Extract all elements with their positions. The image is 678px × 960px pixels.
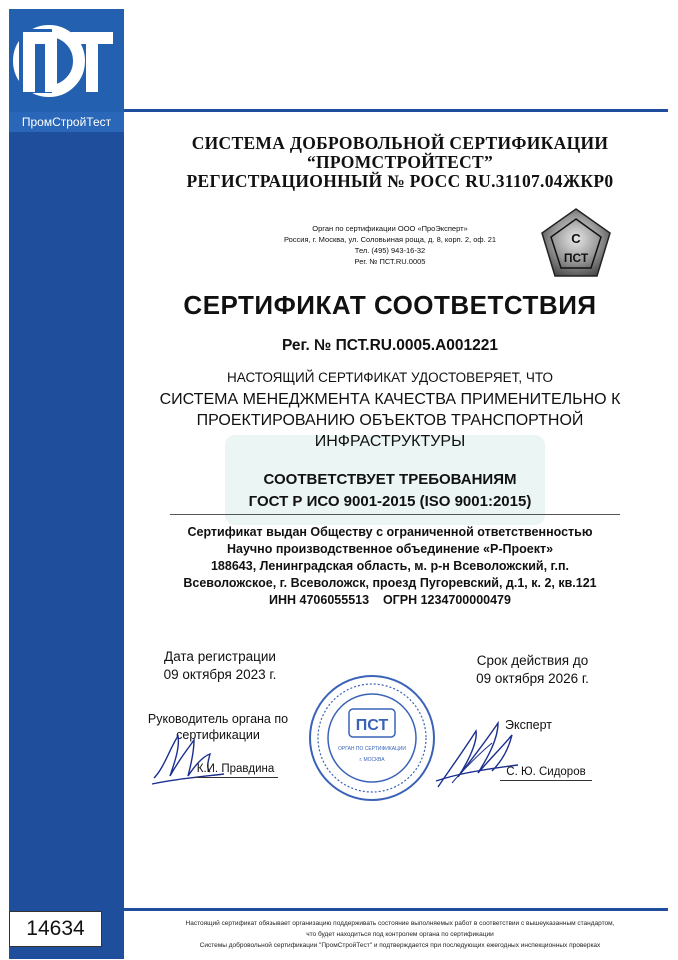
sidebar-stripe (9, 9, 124, 959)
issued-to-block (150, 524, 630, 609)
organ-phone: Тел. (495) 943-16-32 (354, 246, 426, 255)
validity-date (455, 652, 610, 688)
standard-name: ГОСТ Р ИСО 9001-2015 (ISO 9001:2015) (248, 493, 532, 510)
conforms-label: СООТВЕТСТВУЕТ ТРЕБОВАНИЯМ (263, 471, 517, 488)
validity-date-label: Срок действия до (476, 653, 589, 668)
footer-line: Системы добровольной сертификации "ПромСтройТест" и подтверждается при последующих ежегодных инспекционных проверках (199, 942, 601, 949)
system-title-line2: “ПРОМСТРОЙТЕСТ” (306, 152, 494, 172)
certificate-title: СЕРТИФИКАТ СООТВЕТСТВИЯ (183, 290, 597, 320)
footer-line: Настоящий сертификат обязывает организацию поддерживать состояние выполняемых работ в соответствии с вышеуказанным стандартом, (185, 920, 615, 927)
conformity-block (160, 469, 620, 513)
footer-line: что будет находиться под контролем органа по сертификации (306, 931, 494, 938)
head-of-body-name: К.И. Правдина (193, 762, 278, 778)
system-title-line3: РЕГИСТРАЦИОННЫЙ № РОСС RU.31107.04ЖКР0 (186, 171, 614, 191)
stamp-city: г. МОСКВА (359, 757, 385, 763)
top-rule (124, 109, 668, 112)
certification-stamp (307, 673, 437, 803)
issued-line: ИНН 4706055513 ОГРН 1234700000479 (269, 593, 511, 607)
head-title-line2: сертификации (176, 728, 260, 742)
pst-logo-icon (9, 9, 124, 112)
organ-reg: Рег. № ПСТ.RU.0005 (354, 257, 426, 266)
issued-line: 188643, Ленинградская область, м. р-н Всеволожский, г.п. (210, 559, 569, 573)
issued-line: Сертификат выдан Обществу с ограниченной ответственностью (187, 525, 593, 539)
expert-name: С. Ю. Сидоров (500, 765, 592, 781)
system-title (170, 134, 630, 191)
pst-logo (9, 9, 124, 112)
organ-name: Орган по сертификации ООО «ПроЭксперт» (312, 224, 468, 233)
scope-line: ПРОЕКТИРОВАНИЮ ОБЪЕКТОВ ТРАНСПОРТНОЙ (196, 412, 584, 429)
scope-line: СИСТЕМА МЕНЕДЖМЕНТА КАЧЕСТВА ПРИМЕНИТЕЛЬНО К (159, 391, 621, 408)
certification-scope (145, 389, 635, 452)
bottom-rule (124, 908, 668, 911)
registration-date-label: Дата регистрации (164, 649, 276, 664)
certifies-statement: НАСТОЯЩИЙ СЕРТИФИКАТ УДОСТОВЕРЯЕТ, ЧТО (227, 370, 553, 385)
divider (170, 514, 620, 515)
certification-body-info (240, 223, 540, 267)
issued-line: Всеволожское, г. Всеволожск, проезд Пугоревский, д.1, к. 2, кв.121 (183, 576, 597, 590)
issued-line: Научно производственное объединение «Р-Проект» (226, 542, 554, 556)
system-title-line1: СИСТЕМА ДОБРОВОЛЬНОЙ СЕРТИФИКАЦИИ (191, 133, 609, 153)
brand-caption: ПромСтройТест (9, 112, 124, 132)
head-signature-icon (150, 728, 230, 790)
head-title-line1: Руководитель органа по (147, 712, 289, 726)
validity-date-value: 09 октября 2026 г. (476, 671, 589, 686)
stamp-logo: ПСТ (355, 717, 389, 734)
expert-title: Эксперт (505, 718, 552, 732)
quality-mark-bottom: ПСТ (563, 251, 589, 265)
registration-date-value: 09 октября 2023 г. (163, 667, 277, 682)
document-number: 14634 (9, 911, 102, 947)
expert-signature-icon (432, 713, 522, 793)
quality-mark-icon (539, 207, 613, 279)
scope-line: ИНФРАСТРУКТУРЫ (314, 433, 466, 450)
registration-date (145, 648, 295, 684)
certificate-reg-number: Рег. № ПСТ.RU.0005.А001221 (281, 337, 499, 354)
stamp-caption: ОРГАН ПО СЕРТИФИКАЦИИ (337, 746, 407, 752)
footer-note (150, 918, 650, 951)
quality-mark-top: С (571, 231, 581, 246)
organ-address: Россия, г. Москва, ул. Соловьиная роща, д. 8, корп. 2, оф. 21 (283, 235, 497, 244)
